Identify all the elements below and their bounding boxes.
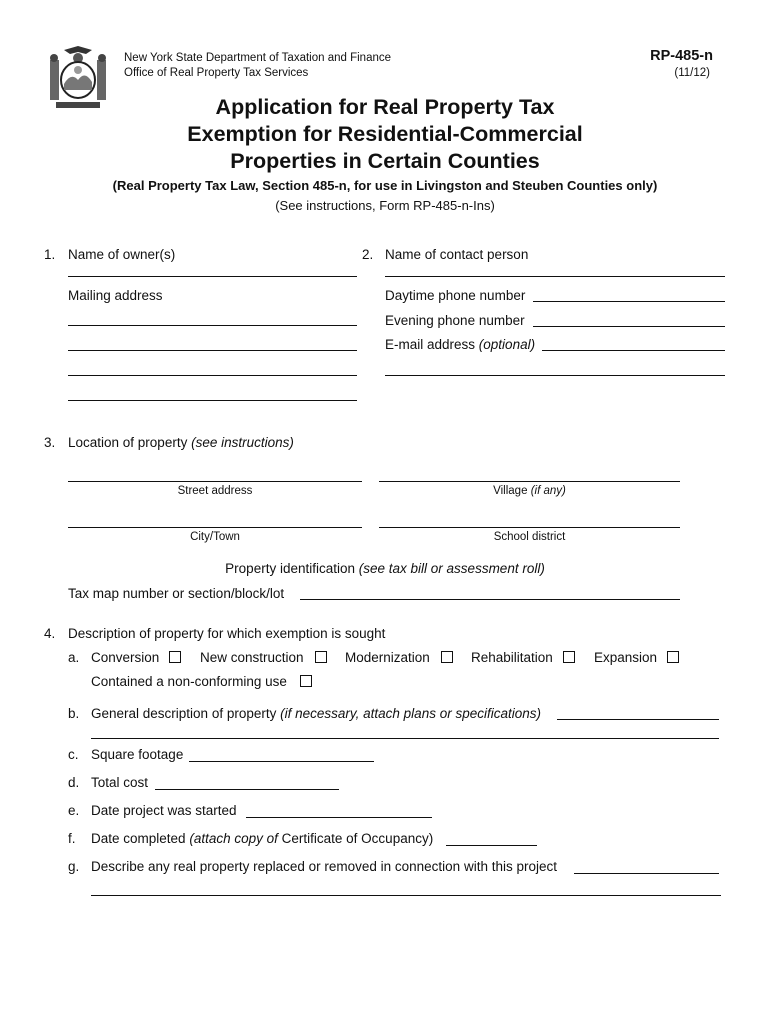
- replaced-property-field-line-2[interactable]: [91, 895, 721, 896]
- item-g-letter: g.: [68, 859, 80, 874]
- date-completed-field[interactable]: [446, 845, 537, 846]
- item-c-letter: c.: [68, 747, 79, 762]
- email-field-continued[interactable]: [385, 375, 725, 376]
- mailing-address-line-1[interactable]: [68, 325, 357, 326]
- item-a-letter: a.: [68, 650, 80, 665]
- city-town-caption: City/Town: [190, 531, 240, 543]
- mailing-address-line-4[interactable]: [68, 400, 357, 401]
- village-field[interactable]: [379, 481, 680, 482]
- property-id-heading: Property identification (see tax bill or assessment roll): [225, 561, 545, 576]
- owner-label: Name of owner(s): [68, 247, 176, 262]
- tax-map-field[interactable]: [300, 599, 680, 600]
- section-1-number: 1.: [44, 247, 56, 262]
- expansion-label: Expansion: [594, 650, 658, 665]
- total-cost-label: Total cost: [91, 775, 149, 790]
- contact-person-field[interactable]: [385, 276, 725, 277]
- section-3-number: 3.: [44, 435, 56, 450]
- square-footage-label: Square footage: [91, 747, 184, 762]
- instructions-ref: (See instructions, Form RP-485-n-Ins): [275, 198, 495, 213]
- title-line-2: Exemption for Residential-Commercial: [187, 122, 583, 146]
- general-description-field-line-2[interactable]: [91, 738, 719, 739]
- date-started-label: Date project was started: [91, 803, 237, 818]
- email-field[interactable]: [542, 350, 725, 351]
- office-name: Office of Real Property Tax Services: [124, 67, 309, 79]
- general-description-field[interactable]: [557, 719, 719, 720]
- evening-phone-field[interactable]: [533, 326, 725, 327]
- square-footage-field[interactable]: [189, 761, 374, 762]
- replaced-property-label: Describe any real property replaced or removed in connection with this project: [91, 859, 557, 874]
- email-label: E-mail address (optional): [385, 337, 536, 352]
- subtitle: (Real Property Tax Law, Section 485-n, for use in Livingston and Steuben Counties only): [112, 178, 658, 193]
- general-description-label: General description of property (if necessary, attach plans or specifications): [91, 706, 541, 721]
- city-town-field[interactable]: [68, 527, 362, 528]
- item-d-letter: d.: [68, 775, 80, 790]
- form-date: (11/12): [674, 67, 710, 79]
- total-cost-field[interactable]: [155, 789, 339, 790]
- mailing-address-line-2[interactable]: [68, 350, 357, 351]
- school-district-caption: School district: [493, 531, 566, 543]
- section-2-number: 2.: [362, 247, 374, 262]
- evening-phone-label: Evening phone number: [385, 313, 525, 328]
- daytime-phone-label: Daytime phone number: [385, 288, 526, 303]
- rehabilitation-checkbox[interactable]: [563, 651, 575, 663]
- replaced-property-field[interactable]: [574, 873, 719, 874]
- new-construction-label: New construction: [200, 650, 304, 665]
- location-label: Location of property (see instructions): [68, 435, 294, 450]
- contact-person-label: Name of contact person: [385, 247, 529, 262]
- date-started-field[interactable]: [246, 817, 432, 818]
- expansion-checkbox[interactable]: [667, 651, 679, 663]
- nonconforming-checkbox[interactable]: [300, 675, 312, 687]
- nonconforming-label: Contained a non-conforming use: [91, 674, 287, 689]
- agency-name: New York State Department of Taxation and Finance: [124, 52, 392, 64]
- conversion-checkbox[interactable]: [169, 651, 181, 663]
- item-e-letter: e.: [68, 803, 80, 818]
- school-district-field[interactable]: [379, 527, 680, 528]
- street-address-field[interactable]: [68, 481, 362, 482]
- modernization-checkbox[interactable]: [441, 651, 453, 663]
- modernization-label: Modernization: [345, 650, 430, 665]
- form-number: RP-485-n: [650, 48, 713, 64]
- section-4-number: 4.: [44, 626, 56, 641]
- date-completed-label: Date completed (attach copy of Certificate of Occupancy): [91, 831, 434, 846]
- street-address-caption: Street address: [177, 485, 253, 497]
- mailing-address-line-3[interactable]: [68, 375, 357, 376]
- mailing-address-label: Mailing address: [68, 288, 163, 303]
- owner-name-field[interactable]: [68, 276, 357, 277]
- village-caption: Village (if any): [493, 485, 566, 497]
- tax-map-label: Tax map number or section/block/lot: [68, 586, 285, 601]
- description-label: Description of property for which exemption is sought: [68, 626, 386, 641]
- title-line-1: Application for Real Property Tax: [215, 95, 555, 119]
- title-line-3: Properties in Certain Counties: [230, 149, 540, 173]
- rehabilitation-label: Rehabilitation: [471, 650, 553, 665]
- daytime-phone-field[interactable]: [533, 301, 725, 302]
- conversion-label: Conversion: [91, 650, 160, 665]
- new-construction-checkbox[interactable]: [315, 651, 327, 663]
- item-b-letter: b.: [68, 706, 80, 721]
- item-f-letter: f.: [68, 831, 76, 846]
